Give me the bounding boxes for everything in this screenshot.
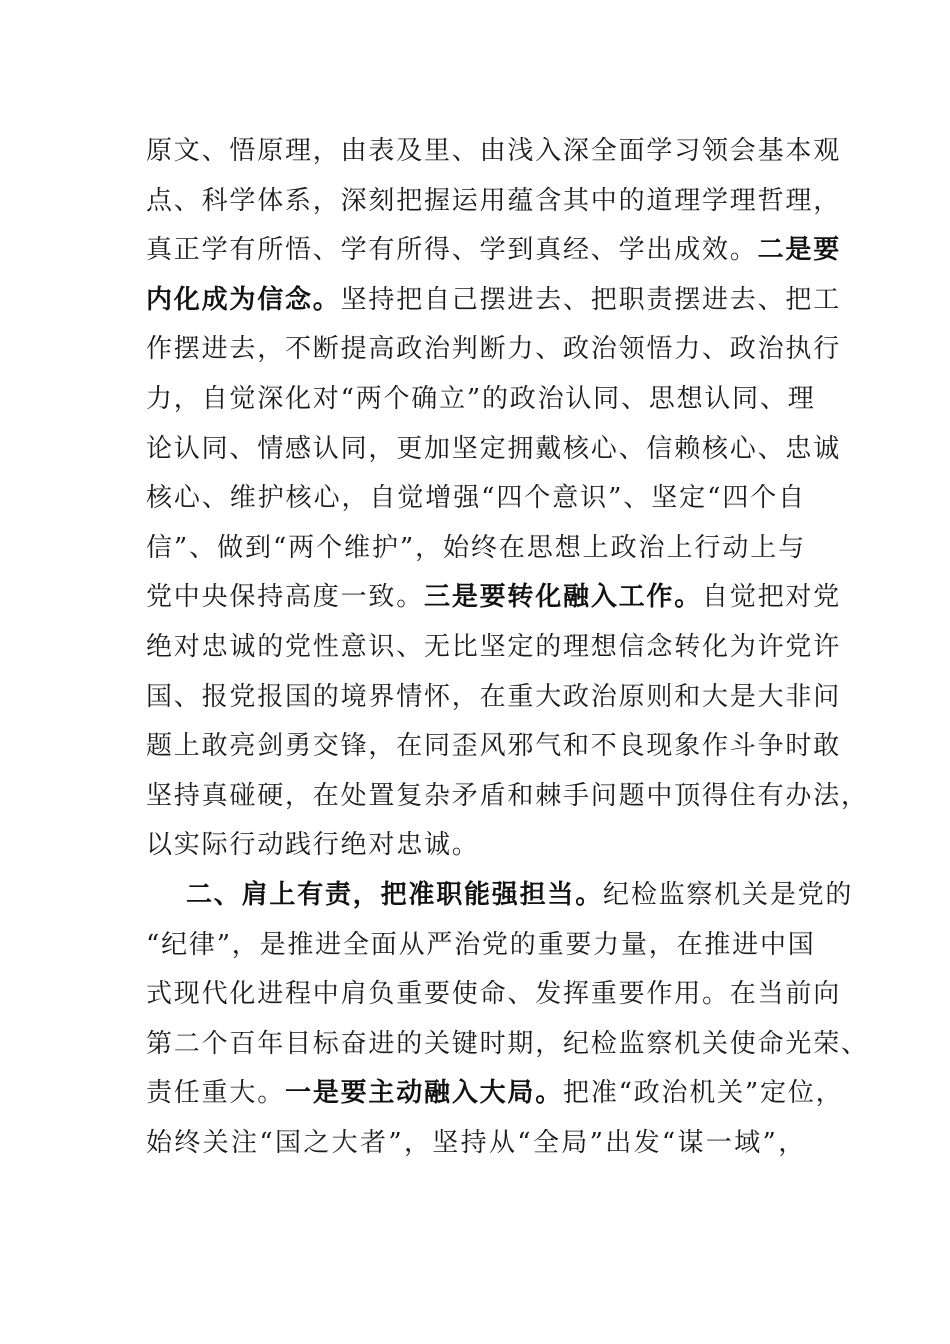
text-segment: 坚持把自己摆进去、把职责摆进去、把工 xyxy=(340,284,842,315)
text-line: 核心、维护核心，自觉增强“四个意识”、坚定“四个自 xyxy=(146,483,806,514)
text-line: 绝对忠诚的党性意识、无比坚定的理想信念转化为许党许 xyxy=(146,631,842,662)
text-segment: 责任重大。 xyxy=(146,1078,286,1109)
text-line: 原文、悟原理，由表及里、由浅入深全面学习领会基本观 xyxy=(146,136,842,166)
bold-subheading: 二是要 xyxy=(757,235,842,266)
text-segment: 党中央保持高度一致。 xyxy=(146,582,425,613)
paragraph-political-loyalty xyxy=(146,127,869,871)
text-line xyxy=(146,573,842,623)
text-line xyxy=(146,276,842,326)
text-line xyxy=(146,871,854,921)
bold-subheading: 一是要主动融入大局。 xyxy=(285,1078,564,1109)
text-segment: 纪检监察机关是党的 xyxy=(603,879,854,910)
text-line: 国、报党报国的境界情怀，在重大政治原则和大是大非问 xyxy=(146,681,842,712)
text-line: 式现代化进程中肩负重要使命、发挥重要作用。在当前向 xyxy=(146,979,842,1010)
text-line: 点、科学体系，深刻把握运用蕴含其中的道理学理哲理， xyxy=(146,185,842,216)
text-line: 题上敢亮剑勇交锋，在同歪风邪气和不良现象作斗争时敢 xyxy=(146,731,842,762)
section-heading: 二、肩上有责，把准职能强担当。 xyxy=(186,879,604,910)
text-line xyxy=(146,1069,844,1119)
text-segment: 把准“政治机关”定位， xyxy=(563,1078,844,1109)
text-line: 坚持真碰硬，在处置复杂矛盾和棘手问题中顶得住有办法， xyxy=(146,780,869,811)
document-body xyxy=(146,127,869,1168)
text-line: 作摆进去，不断提高政治判断力、政治领悟力、政治执行 xyxy=(146,334,842,365)
text-segment: 真正学有所悟、学有所得、学到真经、学出成效。 xyxy=(146,235,758,266)
bold-subheading: 三是要转化融入工作。 xyxy=(424,582,703,613)
text-line: 第二个百年目标奋进的关键时期，纪检监察机关使命光荣、 xyxy=(146,1028,869,1059)
text-line: 始终关注“国之大者”，坚持从“全局”出发“谋一域”， xyxy=(146,1127,806,1158)
text-line: 论认同、情感认同，更加坚定拥戴核心、信赖核心、忠诚 xyxy=(146,433,842,464)
text-line xyxy=(146,226,842,276)
text-line: 力，自觉深化对“两个确立”的政治认同、思想认同、理 xyxy=(146,383,816,414)
text-line: “纪律”，是推进全面从严治党的重要力量，在推进中国 xyxy=(146,929,816,960)
paragraph-responsibility xyxy=(146,871,869,1169)
bold-subheading: 内化成为信念。 xyxy=(146,284,341,315)
text-segment: 自觉把对党 xyxy=(702,582,842,613)
text-line: 以实际行动践行绝对忠诚。 xyxy=(146,830,480,861)
text-line: 信”、做到“两个维护”，始终在思想上政治上行动上与 xyxy=(146,532,806,563)
